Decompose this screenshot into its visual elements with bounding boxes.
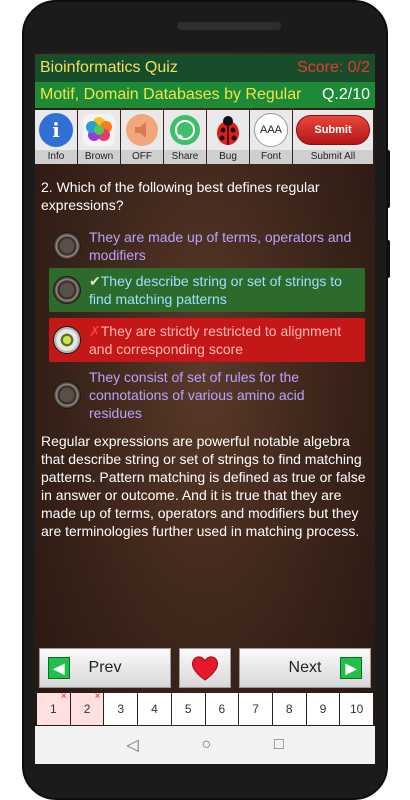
heart-icon — [190, 654, 220, 682]
ladybug-icon — [211, 113, 245, 147]
page-5[interactable] — [172, 693, 205, 725]
prev-button[interactable] — [39, 648, 171, 688]
theme-flower-icon — [82, 113, 116, 147]
radio-button-selected[interactable] — [53, 326, 81, 354]
score-text: Score: 0/2 — [297, 59, 370, 76]
page-7[interactable] — [239, 693, 272, 725]
submit-all-button[interactable] — [293, 110, 373, 164]
topic-title: Motif, Domain Databases by Regular — [40, 86, 302, 103]
page-number: 5 — [184, 702, 192, 716]
earpiece-speaker — [177, 22, 281, 30]
submit-all-label: Submit All — [293, 150, 373, 164]
speaker-icon-wrap — [121, 110, 163, 150]
whatsapp-icon — [168, 113, 202, 147]
navigation-bar — [39, 648, 371, 688]
wrong-x-icon: × — [60, 691, 67, 702]
page-number: 8 — [285, 702, 293, 716]
question-text: 2. Which of the following best defines regular expressions? — [41, 179, 320, 213]
speaker-icon — [125, 113, 159, 147]
option-text — [89, 368, 361, 422]
prev-label: Prev — [88, 659, 122, 676]
page-2[interactable] — [71, 693, 104, 725]
page-number: 7 — [252, 702, 259, 716]
radio-button[interactable] — [53, 232, 81, 260]
page-number: 6 — [218, 702, 226, 716]
option-4[interactable] — [49, 364, 365, 426]
info-icon: i — [39, 113, 73, 147]
sound-toggle-button[interactable] — [121, 110, 163, 164]
share-icon-wrap — [164, 110, 206, 150]
topic-bar — [35, 82, 375, 108]
app-title: Bioinformatics Quiz — [40, 59, 178, 76]
next-button[interactable] — [239, 648, 371, 688]
page-number: 1 — [50, 702, 57, 716]
info-button[interactable] — [35, 110, 77, 164]
page-number: 9 — [319, 702, 327, 716]
cross-mark-icon: ✗ — [89, 323, 101, 339]
power-button — [386, 240, 390, 278]
system-navigation-bar — [35, 726, 375, 764]
font-size-icon: AAA — [254, 113, 288, 147]
page-1[interactable] — [37, 693, 70, 725]
submit-pill: Submit — [296, 115, 370, 145]
title-bar — [35, 54, 375, 82]
option-2-text: They describe string or set of strings to find matching patterns — [89, 273, 342, 307]
favorite-button[interactable] — [179, 648, 231, 688]
option-2-correct[interactable] — [49, 268, 365, 312]
brown-theme-button[interactable] — [78, 110, 120, 164]
wrong-x-icon: × — [94, 691, 101, 702]
theme-icon-wrap — [78, 110, 120, 150]
option-3-wrong[interactable] — [49, 318, 365, 362]
prev-arrow-icon: ◀ — [48, 657, 70, 679]
share-button[interactable] — [164, 110, 206, 164]
toolbar — [35, 110, 375, 164]
volume-button — [386, 150, 390, 208]
option-text — [89, 228, 361, 264]
app-screen — [35, 52, 375, 764]
option-text — [89, 322, 361, 358]
back-icon[interactable]: ◁ — [126, 737, 139, 754]
check-mark-icon: ✔ — [89, 273, 101, 289]
page-8[interactable] — [273, 693, 306, 725]
option-text — [89, 272, 361, 308]
page-9[interactable] — [307, 693, 340, 725]
page-4[interactable] — [138, 693, 171, 725]
submit-pill-wrap — [293, 110, 373, 150]
page-6[interactable] — [206, 693, 239, 725]
font-icon-wrap — [250, 110, 292, 150]
bug-report-button[interactable] — [207, 110, 249, 164]
share-label: Share — [164, 150, 206, 164]
explanation-text: Regular expressions are powerful notable algebra that describe string or set of strings to find matching patterns. Pattern matching is defined as true or false in answer or outcome. And it is true that they are made up of terms, operators and modifiers but they are terminologies further used in matching process. — [41, 433, 366, 539]
recents-icon[interactable]: □ — [273, 736, 284, 753]
question-counter: Q.2/10 — [321, 86, 370, 103]
brown-label: Brown — [78, 150, 120, 164]
bug-label: Bug — [207, 150, 249, 164]
page-3[interactable] — [104, 693, 137, 725]
option-1-text: They are made up of terms, operators and modifiers — [89, 229, 352, 263]
page-number: 3 — [117, 702, 125, 716]
home-icon[interactable]: ○ — [201, 736, 212, 753]
next-arrow-icon: ▶ — [340, 657, 362, 679]
font-button[interactable] — [250, 110, 292, 164]
radio-button[interactable] — [53, 381, 81, 409]
next-label: Next — [288, 659, 322, 676]
info-label: Info — [35, 150, 77, 164]
page-number: 4 — [151, 702, 158, 716]
off-label: OFF — [121, 150, 163, 164]
bug-icon-wrap — [207, 110, 249, 150]
radio-button[interactable] — [53, 276, 81, 304]
option-1[interactable] — [49, 224, 365, 268]
font-label: Font — [250, 150, 292, 164]
info-icon-wrap — [35, 110, 77, 150]
page-10[interactable] — [340, 693, 373, 725]
page-number: 10 — [350, 702, 364, 716]
option-4-text: They consist of set of rules for the connotations of various amino acid residues — [89, 369, 305, 421]
page-number: 2 — [83, 702, 91, 716]
question-pager — [37, 693, 373, 725]
option-3-text: They are strictly restricted to alignment and corresponding score — [89, 323, 342, 357]
